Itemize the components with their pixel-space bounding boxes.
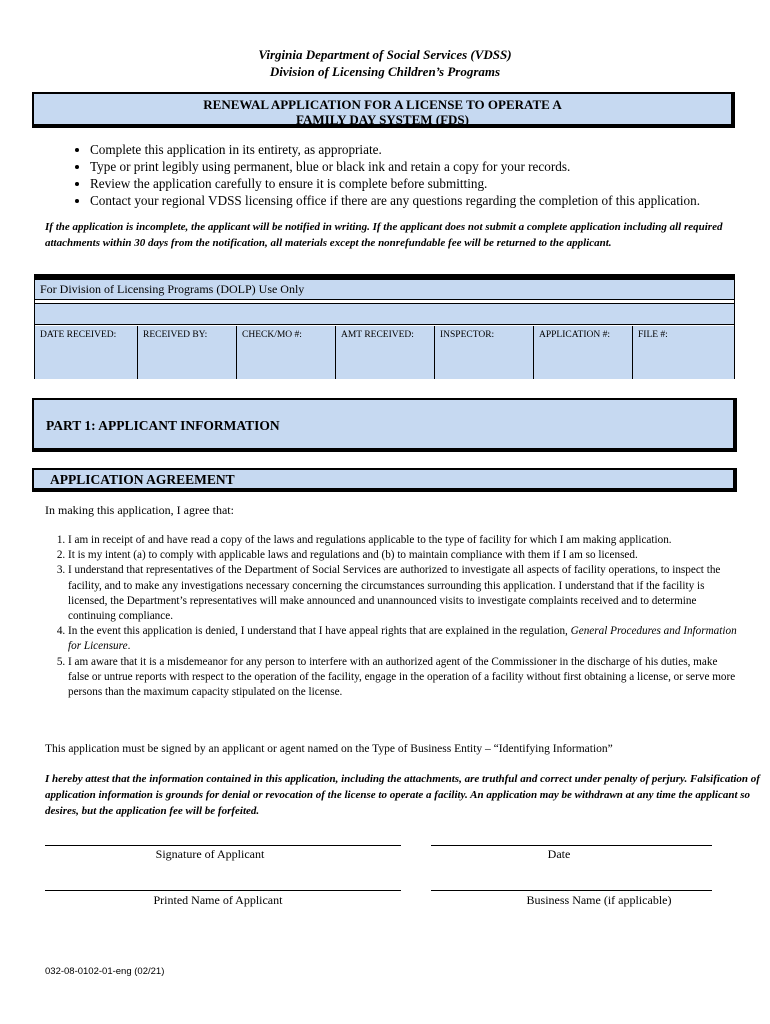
attestation-statement: I hereby attest that the information contained in this application, including the attachments, are truthful and correct under penalty of perjury. Falsification of application information is grounds for denial or revocation of the license to operate a facility. An application may be withdrawn at any time the applicant so desires, but the application fee will be forfeited.: [45, 773, 760, 817]
printed-name-line[interactable]: [45, 890, 401, 891]
incomplete-warning: If the application is incomplete, the applicant will be notified in writing. If the applicant does not submit a complete application including all required attachments within 30 days from the notification, all materials except the nonrefundable fee will be returned to the applicant.: [45, 221, 723, 249]
must-sign-note: This application must be signed by an applicant or agent named on the Type of Business Entity – “Identifying Information”: [45, 743, 613, 755]
agreement-term: 5. I am aware that it is a misdemeanor for any person to interfere with an authorized agent of the Commissioner in the discharge of his duties, make false or untrue reports with respect to the operation of the facility, engage in the operation of a facility without first obtaining a license, or serve more persons than the maximum capacity stipulated on the license.: [68, 655, 738, 701]
agreement-term-text: In the event this application is denied, I understand that I have appeal rights that are explained in the regulation,: [68, 625, 571, 638]
agreement-term: 1. I am in receipt of and have read a copy of the laws and regulations applicable to the type of facility for which I am making application.: [68, 533, 738, 548]
application-agreement-heading: APPLICATION AGREEMENT: [32, 468, 737, 492]
agreement-term-end: .: [127, 640, 131, 653]
agreement-term: [68, 624, 738, 654]
instruction-item: • Contact your regional VDSS licensing office if there are any questions regarding the completion of this application.: [90, 192, 770, 209]
dolp-inspector[interactable]: INSPECTOR:: [435, 326, 534, 379]
date-line[interactable]: [431, 845, 712, 846]
division-name: Division of Licensing Children’s Programs: [269, 64, 501, 79]
regulation-title: General Procedures and Information for Licensure: [68, 625, 737, 653]
dolp-application-number[interactable]: APPLICATION #:: [534, 326, 633, 379]
form-number: 032-08-0102-01-eng (02/21): [45, 966, 165, 977]
signature-label: Signature of Applicant: [155, 847, 265, 861]
business-name-line[interactable]: [431, 890, 712, 891]
dolp-amt-received[interactable]: AMT RECEIVED:: [336, 326, 435, 379]
dolp-fields-row: [35, 326, 734, 379]
business-name-label: Business Name (if applicable): [526, 893, 672, 907]
dolp-title: For Division of Licensing Programs (DOLP) Use Only: [35, 280, 734, 300]
signature-line[interactable]: [45, 845, 401, 846]
instructions-list: [44, 141, 770, 209]
dolp-date-received[interactable]: DATE RECEIVED:: [35, 326, 138, 379]
printed-name-label: Printed Name of Applicant: [153, 893, 283, 907]
dolp-file-number[interactable]: FILE #:: [633, 326, 734, 379]
instruction-item: • Type or print legibly using permanent, blue or black ink and retain a copy for your records.: [90, 158, 770, 175]
instruction-item: • Complete this application in its entirety, as appropriate.: [90, 141, 770, 158]
part1-heading: PART 1: APPLICANT INFORMATION: [32, 398, 737, 452]
form-title: [32, 92, 735, 128]
dolp-received-by[interactable]: RECEIVED BY:: [138, 326, 237, 379]
agreement-intro: In making this application, I agree that:: [45, 503, 234, 517]
agreement-term: 2. It is my intent (a) to comply with applicable laws and regulations and (b) to maintain compliance with them if I am so licensed.: [68, 548, 738, 563]
dolp-check-mo[interactable]: CHECK/MO #:: [237, 326, 336, 379]
agency-name: Virginia Department of Social Services (VDSS): [258, 47, 512, 62]
agreement-terms-list: [45, 533, 738, 700]
instruction-item: • Review the application carefully to ensure it is complete before submitting.: [90, 175, 770, 192]
dolp-use-only-box: [34, 274, 735, 379]
agreement-term: 3. I understand that representatives of the Department of Social Services are authorized to investigate all aspects of facility operations, to inspect the facility, and to make any investigations necessary concerning the circumstances surrounding this application. I understand that if the facility is licensed, the Department’s representatives will make announced and unannounced visits to investigate complaints received and to determine continuing compliance.: [68, 563, 738, 624]
dolp-spacer-band: [35, 303, 734, 325]
form-title-line1: RENEWAL APPLICATION FOR A LICENSE TO OPERATE A: [203, 97, 562, 112]
form-title-line2: FAMILY DAY SYSTEM (FDS): [296, 112, 469, 127]
date-label: Date: [547, 847, 571, 861]
